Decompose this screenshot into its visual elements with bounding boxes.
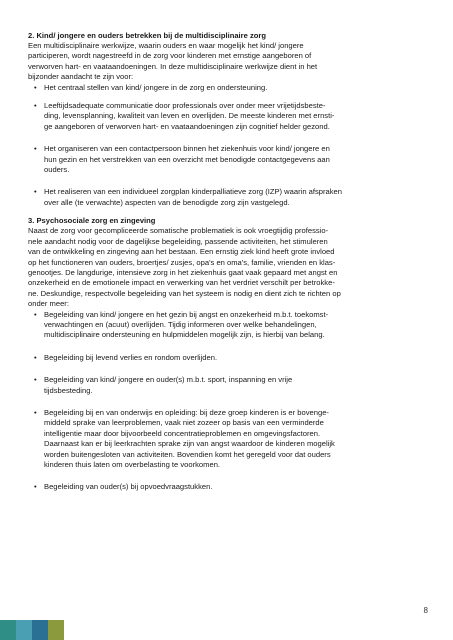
spacer	[28, 341, 430, 353]
bullet-icon: •	[34, 352, 37, 362]
list-item-line: Het centraal stellen van kind/ jongere in de zorg en ondersteuning.	[44, 82, 268, 92]
list-item	[28, 353, 430, 363]
section-2-intro-line: verworven hart- en vaataandoeningen. In deze multidisciplinaire werkwijze dient in het	[28, 61, 318, 71]
bullet-icon: •	[34, 82, 37, 92]
color-block	[16, 620, 32, 640]
list-item-line: Het realiseren van een individueel zorgplan kinderpalliatieve zorg (IZP) waarin afspraken	[44, 187, 343, 197]
list-item-line: Begeleiding van ouder(s) bij opvoedvraagstukken.	[44, 482, 213, 492]
list-item-line: hun gezin en het verstrekken van een overzicht met benodigde contactgegevens aan	[44, 154, 330, 164]
bullet-icon: •	[34, 375, 37, 385]
spacer	[28, 470, 430, 482]
list-item	[28, 408, 430, 470]
bullet-icon: •	[34, 101, 37, 111]
list-item-line: intelligentie maar door bijvoorbeeld concentratieproblemen en omgevingsfactoren.	[44, 428, 321, 438]
spacer	[28, 363, 430, 375]
section-2-intro-line: participeren, wordt nagestreefd in de zorg voor kinderen met ernstige aangeboren of	[28, 51, 312, 61]
list-item-line: Leeftijdsadequate communicatie door professionals over onder meer vrijetijdsbeste-	[44, 101, 326, 111]
list-item-line: Begeleiding bij levend verlies en rondom overlijden.	[44, 352, 218, 362]
bullet-icon: •	[34, 187, 37, 197]
list-item-line: Begeleiding van kind/ jongere en het gezin bij angst en onzekerheid m.b.t. toekomst-	[44, 309, 329, 319]
list-item-line: ding, levensplanning, kwaliteit van leven en overlijden. De meeste kinderen met ernsti-	[44, 111, 335, 121]
list-item-line: worden buitengesloten van activiteiten. Bovendien komt het geregeld voor dat ouders	[44, 449, 331, 459]
section-3-intro-line: op het functioneren van ouders, broertjes/ zusjes, opa's en oma's, familie, vrienden en klas-	[28, 257, 336, 267]
list-item	[28, 482, 430, 492]
color-block	[48, 620, 64, 640]
list-item-line: ge aangeboren of verworven hart- en vaataandoeningen zijn cognitief helder gezond.	[44, 121, 330, 131]
section-3-bullet-list	[28, 310, 430, 493]
section-2-intro-line: bijzonder aandacht te zijn voor:	[28, 72, 134, 82]
section-2-heading: 2. Kind/ jongere en ouders betrekken bij de multidisciplinaire zorg	[28, 31, 266, 40]
document-page	[28, 30, 430, 493]
bullet-icon: •	[34, 144, 37, 154]
list-item-line: Begeleiding van kind/ jongere en ouder(s) m.b.t. sport, inspanning en vrije	[44, 375, 293, 385]
color-block	[32, 620, 48, 640]
decorative-color-strip	[0, 620, 64, 640]
list-item-line: Het organiseren van een contactpersoon binnen het ziekenhuis voor kind/ jongere en	[44, 144, 330, 154]
list-item-line: middeld sprake van leerproblemen, vaak niet zozeer op basis van een verminderde	[44, 418, 324, 428]
bullet-icon: •	[34, 309, 37, 319]
section-2-intro-line: Een multidisciplinaire werkwijze, waarin ouders en waar mogelijk het kind/ jongere	[28, 41, 304, 50]
list-item-line: kinderen thuis laten om overbelasting te voorkomen.	[44, 460, 221, 469]
list-item	[28, 187, 430, 208]
section-3-intro-line: van de ontwikkeling en zingeving aan het bestaan. Een ernstig ziek kind heeft grote invloed	[28, 247, 335, 257]
color-block	[0, 620, 16, 640]
section-3-heading: 3. Psychosociale zorg en zingeving	[28, 216, 156, 226]
section-2-bullet-list	[28, 83, 430, 209]
spacer	[28, 396, 430, 408]
page-number: 8	[423, 606, 428, 615]
list-item	[28, 375, 430, 396]
list-item-line: over alle (te verwachte) aspecten van de benodigde zorg zijn vastgelegd.	[44, 197, 290, 207]
section-3-intro-line: ne. Deskundige, respectvolle begeleiding van het systeem is nodig en dient zich te richten op	[28, 288, 341, 298]
section-3-intro-line: onzekerheid en de emotionele impact en verwerking van het verdriet verschilt per betrokke-	[28, 278, 335, 288]
spacer	[28, 132, 430, 144]
section-3-intro-line: Naast de zorg voor gecompliceerde somatische problematiek is ook vroegtijdig professio-	[28, 226, 329, 236]
list-item	[28, 83, 430, 93]
section-3-intro-line: nele aandacht nodig voor de dagelijkse begeleiding, passende activiteiten, het stimuleren	[28, 236, 328, 246]
spacer	[28, 208, 430, 215]
list-item	[28, 310, 430, 341]
section-3-intro-line: onder meer:	[28, 299, 69, 309]
list-item-line: tijdsbesteding.	[44, 385, 93, 395]
list-item	[28, 101, 430, 132]
list-item-line: multidisciplinaire ondersteuning en hulpmiddelen mogelijk zijn, is hierbij van belang.	[44, 330, 325, 340]
list-item	[28, 144, 430, 175]
list-item-line: Begeleiding bij en van onderwijs en opleiding: bij deze groep kinderen is er bovenge-	[44, 407, 329, 417]
spacer	[28, 175, 430, 187]
bullet-icon: •	[34, 407, 37, 417]
list-item-line: verwachtingen en (acuut) overlijden. Tijdig informeren over welke behandelingen,	[44, 319, 317, 329]
bullet-icon: •	[34, 482, 37, 492]
list-item-line: ouders.	[44, 165, 70, 175]
section-3-intro-line: genootjes. De langdurige, intensieve zorg in het ziekenhuis gaat vaak gepaard met angst en	[28, 267, 338, 277]
list-item-line: Daarnaast kan er bij leerkrachten sprake zijn van angst waardoor de kinderen mogelijk	[44, 439, 335, 449]
spacer	[28, 93, 430, 101]
